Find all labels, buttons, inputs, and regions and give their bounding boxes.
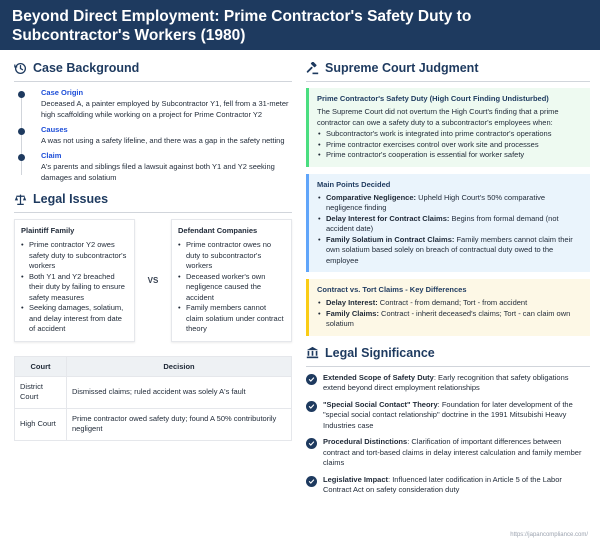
- issues-comparison: [14, 219, 292, 342]
- legal-significance-heading: [306, 343, 590, 363]
- significance-text: : Influenced later codification in Article 5 of the Labor Contract Act on safety consideration duty: [323, 474, 562, 494]
- significance-item: [306, 373, 590, 394]
- divider: [306, 366, 590, 367]
- landmark-icon: [306, 346, 319, 359]
- timeline-label: Claim: [41, 151, 62, 160]
- timeline-text: Deceased A, a painter employed by Subcontractor Y1, fell from a 31-meter high scaffolding while working on a project for Prime Contractor Y2: [41, 99, 289, 119]
- safety-duty-point: • Prime contractor's cooperation is essential for worker safety: [317, 150, 582, 161]
- contract-tort-point: [317, 309, 582, 330]
- column-header: Court: [15, 356, 67, 376]
- contract-tort-box: [306, 279, 590, 336]
- plaintiff-point: • Prime contractor Y2 owes safety duty to subcontractor's workers: [21, 240, 128, 272]
- gavel-icon: [306, 62, 319, 75]
- timeline-item: [41, 125, 292, 146]
- significance-item: [306, 437, 590, 469]
- defendant-point: • Family members cannot claim solatium under contract theory: [178, 303, 285, 335]
- significance-item: [306, 475, 590, 496]
- timeline-item: [41, 151, 292, 183]
- contract-tort-term: Delay Interest:: [326, 298, 378, 307]
- divider: [14, 81, 292, 82]
- plaintiff-point: • Both Y1 and Y2 breached their duty by failing to ensure safety measures: [21, 272, 128, 304]
- significance-item: [306, 400, 590, 432]
- table-row: [15, 408, 292, 440]
- timeline-label: Case Origin: [41, 88, 84, 97]
- defendant-point: • Prime contractor owes no duty to subcontractor's workers: [178, 240, 285, 272]
- background-timeline: [14, 88, 292, 183]
- footer-url[interactable]: https://japancompliance.com/: [510, 532, 588, 538]
- case-background-title: Case Background: [33, 61, 140, 75]
- decision-cell: Prime contractor owed safety duty; found A 50% contributorily negligent: [67, 408, 292, 440]
- case-background-heading: [14, 58, 292, 78]
- safety-duty-point: • Prime contractor exercises control over work site and processes: [317, 140, 582, 151]
- timeline-dot: [18, 128, 25, 135]
- page-title: Beyond Direct Employment: Prime Contractor's Safety Duty to Subcontractor's Workers (1980): [12, 8, 472, 44]
- defendant-title: Defendant Companies: [178, 226, 258, 235]
- contract-tort-text: Contract - inherit deceased's claims; Tort - can claim own solatium: [326, 308, 571, 328]
- legal-issues-heading: [14, 189, 292, 209]
- contract-tort-point: [317, 298, 582, 309]
- contract-tort-title: Contract vs. Tort Claims - Key Differences: [317, 285, 467, 294]
- main-point-term: Family Solatium in Contract Claims:: [326, 234, 455, 244]
- timeline-text: A was not using a safety lifeline, and there was a gap in the safety netting: [41, 136, 285, 145]
- contract-tort-text: Contract - from demand; Tort - from accident: [377, 298, 528, 307]
- main-point: [317, 235, 582, 267]
- significance-text: : Clarification of important differences between contract and tort-based claims in delay interest calculation and family member claims: [323, 437, 582, 467]
- page-header: [0, 0, 600, 50]
- legal-issues-title: Legal Issues: [33, 192, 109, 206]
- main-point: [317, 193, 582, 214]
- safety-duty-box: [306, 88, 590, 167]
- court-cell: District Court: [15, 376, 67, 408]
- scales-icon: [14, 193, 27, 206]
- court-decisions-table: [14, 356, 292, 441]
- court-cell: High Court: [15, 408, 67, 440]
- significance-text: : Early recognition that safety obligations extend beyond direct employment relationships: [323, 372, 569, 392]
- significance-term: Procedural Distinctions: [323, 437, 408, 446]
- timeline-label: Causes: [41, 125, 68, 134]
- main-point-text: Begins from formal demand (not accident date): [326, 213, 559, 233]
- main-point-term: Delay Interest for Contract Claims:: [326, 213, 450, 223]
- divider: [14, 212, 292, 213]
- safety-duty-title: Prime Contractor's Safety Duty (High Court Finding Undisturbed): [317, 94, 549, 103]
- main-points-box: [306, 174, 590, 273]
- timeline-dot: [18, 154, 25, 161]
- check-circle-icon: [306, 374, 317, 385]
- column-header: Decision: [67, 356, 292, 376]
- main-point-text: Upheld High Court's 50% comparative negligence finding: [326, 192, 546, 212]
- plaintiff-point: • Seeking damages, solatium, and delay interest from date of accident: [21, 303, 128, 335]
- significance-text: : Foundation for later development of the "special social contact relationship" doctrine in the 1991 Mitsubishi Heavy Industries case: [323, 399, 573, 430]
- check-circle-icon: [306, 476, 317, 487]
- safety-duty-intro: The Supreme Court did not overturn the High Court's finding that a prime contractor can owe a safety duty to a subcontractor's employees when:: [317, 107, 559, 127]
- defendant-point: • Deceased worker's own negligence caused the accident: [178, 272, 285, 304]
- table-row: [15, 376, 292, 408]
- defendant-card: [171, 219, 292, 342]
- judgment-heading: [306, 58, 590, 78]
- timeline-text: A's parents and siblings filed a lawsuit against both Y1 and Y2 seeking damages and solatium: [41, 162, 275, 182]
- timeline-item: [41, 88, 292, 120]
- timeline-dot: [18, 91, 25, 98]
- left-column: [14, 58, 292, 441]
- plaintiff-card: [14, 219, 135, 342]
- main-point-text: Family members cannot claim their own solatium based solely on breach of contractual duty owed to the employee: [326, 234, 573, 265]
- main-point: [317, 214, 582, 235]
- significance-term: Extended Scope of Safety Duty: [323, 372, 434, 382]
- safety-duty-point: • Subcontractor's work is integrated into prime contractor's operations: [317, 129, 582, 140]
- judgment-title: Supreme Court Judgment: [325, 61, 479, 75]
- plaintiff-title: Plaintiff Family: [21, 226, 75, 235]
- check-circle-icon: [306, 438, 317, 449]
- main-point-term: Comparative Negligence:: [326, 192, 417, 202]
- versus-label: VS: [147, 275, 159, 285]
- significance-term: "Special Social Contact" Theory: [323, 399, 438, 409]
- divider: [306, 81, 590, 82]
- decision-cell: Dismissed claims; ruled accident was solely A's fault: [67, 376, 292, 408]
- legal-significance-title: Legal Significance: [325, 345, 435, 360]
- table-header-row: [15, 356, 292, 376]
- check-circle-icon: [306, 401, 317, 412]
- main-points-title: Main Points Decided: [317, 179, 391, 189]
- significance-term: Legislative Impact: [323, 474, 389, 484]
- right-column: [306, 58, 590, 502]
- contract-tort-term: Family Claims:: [326, 308, 379, 318]
- history-icon: [14, 62, 27, 75]
- significance-list: [306, 373, 590, 496]
